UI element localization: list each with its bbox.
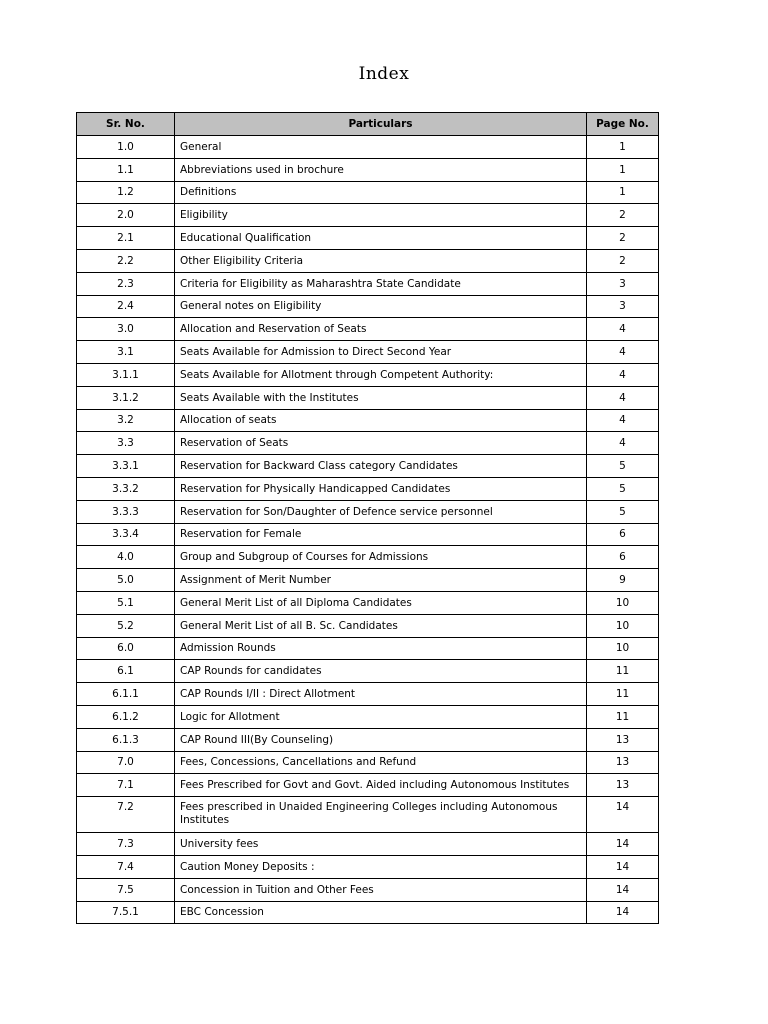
table-row (77, 158, 659, 181)
row-particulars: Seats Available with the Institutes (175, 386, 587, 409)
row-particulars: Educational Qualification (175, 227, 587, 250)
table-row (77, 683, 659, 706)
row-particulars: Concession in Tuition and Other Fees (175, 878, 587, 901)
row-page-no: 14 (587, 878, 659, 901)
row-page-no: 5 (587, 455, 659, 478)
row-particulars: University fees (175, 833, 587, 856)
row-particulars: Reservation of Seats (175, 432, 587, 455)
row-sr-no: 2.1 (77, 227, 175, 250)
row-page-no: 13 (587, 728, 659, 751)
row-sr-no: 6.0 (77, 637, 175, 660)
row-page-no: 5 (587, 477, 659, 500)
row-sr-no: 7.5.1 (77, 901, 175, 924)
row-particulars: General notes on Eligibility (175, 295, 587, 318)
row-sr-no: 7.3 (77, 833, 175, 856)
row-sr-no: 3.0 (77, 318, 175, 341)
table-row (77, 249, 659, 272)
table-row (77, 455, 659, 478)
row-particulars: Fees Prescribed for Govt and Govt. Aided including Autonomous Institutes (175, 774, 587, 797)
table-row (77, 751, 659, 774)
row-page-no: 11 (587, 660, 659, 683)
table-row (77, 227, 659, 250)
table-row (77, 660, 659, 683)
row-page-no: 4 (587, 386, 659, 409)
row-sr-no: 7.4 (77, 855, 175, 878)
table-header-row (77, 113, 659, 136)
row-page-no: 10 (587, 614, 659, 637)
table-row (77, 705, 659, 728)
table-row (77, 614, 659, 637)
row-page-no: 1 (587, 181, 659, 204)
row-page-no: 11 (587, 683, 659, 706)
row-sr-no: 6.1 (77, 660, 175, 683)
table-row (77, 833, 659, 856)
table-row (77, 272, 659, 295)
table-row (77, 432, 659, 455)
row-page-no: 14 (587, 901, 659, 924)
row-page-no: 6 (587, 546, 659, 569)
row-page-no: 11 (587, 705, 659, 728)
row-particulars: Reservation for Physically Handicapped Candidates (175, 477, 587, 500)
row-particulars: Fees, Concessions, Cancellations and Refund (175, 751, 587, 774)
row-sr-no: 6.1.3 (77, 728, 175, 751)
row-page-no: 13 (587, 774, 659, 797)
row-particulars: Caution Money Deposits : (175, 855, 587, 878)
table-row (77, 204, 659, 227)
row-sr-no: 3.1 (77, 341, 175, 364)
row-sr-no: 5.2 (77, 614, 175, 637)
index-table (76, 112, 659, 924)
table-row (77, 477, 659, 500)
row-page-no: 4 (587, 432, 659, 455)
row-sr-no: 1.0 (77, 136, 175, 159)
table-row (77, 318, 659, 341)
row-sr-no: 3.1.2 (77, 386, 175, 409)
row-page-no: 3 (587, 295, 659, 318)
row-page-no: 2 (587, 204, 659, 227)
row-sr-no: 2.2 (77, 249, 175, 272)
row-sr-no: 1.1 (77, 158, 175, 181)
row-sr-no: 6.1.1 (77, 683, 175, 706)
table-row (77, 363, 659, 386)
row-particulars: Fees prescribed in Unaided Engineering Colleges including Autonomous Institutes (175, 797, 587, 833)
row-sr-no: 3.3.3 (77, 500, 175, 523)
row-particulars: Reservation for Son/Daughter of Defence service personnel (175, 500, 587, 523)
row-sr-no: 7.1 (77, 774, 175, 797)
row-particulars: Eligibility (175, 204, 587, 227)
row-sr-no: 6.1.2 (77, 705, 175, 728)
row-sr-no: 7.5 (77, 878, 175, 901)
row-particulars: Reservation for Backward Class category Candidates (175, 455, 587, 478)
table-row (77, 409, 659, 432)
row-page-no: 13 (587, 751, 659, 774)
table-row (77, 136, 659, 159)
table-row (77, 855, 659, 878)
row-page-no: 4 (587, 318, 659, 341)
row-page-no: 10 (587, 591, 659, 614)
row-sr-no: 5.0 (77, 569, 175, 592)
row-particulars: EBC Concession (175, 901, 587, 924)
table-row (77, 774, 659, 797)
column-header-page-no: Page No. (587, 113, 659, 136)
row-particulars: Logic for Allotment (175, 705, 587, 728)
column-header-sr-no: Sr. No. (77, 113, 175, 136)
row-page-no: 1 (587, 136, 659, 159)
row-page-no: 4 (587, 409, 659, 432)
row-page-no: 5 (587, 500, 659, 523)
table-row (77, 546, 659, 569)
table-row (77, 341, 659, 364)
row-particulars: CAP Rounds for candidates (175, 660, 587, 683)
table-row (77, 523, 659, 546)
table-row (77, 181, 659, 204)
row-sr-no: 2.0 (77, 204, 175, 227)
row-sr-no: 5.1 (77, 591, 175, 614)
row-particulars: Group and Subgroup of Courses for Admissions (175, 546, 587, 569)
row-particulars: Admission Rounds (175, 637, 587, 660)
row-sr-no: 3.3.2 (77, 477, 175, 500)
row-sr-no: 3.3 (77, 432, 175, 455)
row-particulars: Abbreviations used in brochure (175, 158, 587, 181)
table-row (77, 569, 659, 592)
row-sr-no: 3.3.1 (77, 455, 175, 478)
row-page-no: 10 (587, 637, 659, 660)
table-row (77, 637, 659, 660)
row-particulars: Other Eligibility Criteria (175, 249, 587, 272)
row-sr-no: 3.2 (77, 409, 175, 432)
row-particulars: Allocation of seats (175, 409, 587, 432)
row-page-no: 9 (587, 569, 659, 592)
row-page-no: 6 (587, 523, 659, 546)
table-row (77, 295, 659, 318)
row-particulars: Assignment of Merit Number (175, 569, 587, 592)
row-sr-no: 1.2 (77, 181, 175, 204)
row-sr-no: 7.0 (77, 751, 175, 774)
row-page-no: 4 (587, 363, 659, 386)
row-page-no: 1 (587, 158, 659, 181)
row-sr-no: 4.0 (77, 546, 175, 569)
row-particulars: Seats Available for Admission to Direct Second Year (175, 341, 587, 364)
row-sr-no: 7.2 (77, 797, 175, 833)
row-particulars: CAP Round III(By Counseling) (175, 728, 587, 751)
row-particulars: Definitions (175, 181, 587, 204)
row-particulars: Seats Available for Allotment through Competent Authority: (175, 363, 587, 386)
table-row (77, 591, 659, 614)
row-sr-no: 3.1.1 (77, 363, 175, 386)
table-row (77, 797, 659, 833)
row-page-no: 14 (587, 855, 659, 878)
row-particulars: CAP Rounds I/II : Direct Allotment (175, 683, 587, 706)
row-page-no: 3 (587, 272, 659, 295)
row-page-no: 2 (587, 249, 659, 272)
row-sr-no: 2.4 (77, 295, 175, 318)
table-row (77, 901, 659, 924)
row-particulars: General Merit List of all B. Sc. Candidates (175, 614, 587, 637)
table-row (77, 500, 659, 523)
row-page-no: 4 (587, 341, 659, 364)
row-page-no: 14 (587, 833, 659, 856)
row-particulars: Reservation for Female (175, 523, 587, 546)
row-particulars: Criteria for Eligibility as Maharashtra State Candidate (175, 272, 587, 295)
row-particulars: General (175, 136, 587, 159)
row-particulars: General Merit List of all Diploma Candidates (175, 591, 587, 614)
table-body (77, 136, 659, 924)
row-page-no: 2 (587, 227, 659, 250)
row-page-no: 14 (587, 797, 659, 833)
page-title: Index (358, 64, 410, 84)
column-header-particulars: Particulars (175, 113, 587, 136)
row-sr-no: 3.3.4 (77, 523, 175, 546)
row-sr-no: 2.3 (77, 272, 175, 295)
table-row (77, 386, 659, 409)
table-row (77, 878, 659, 901)
table-row (77, 728, 659, 751)
row-particulars: Allocation and Reservation of Seats (175, 318, 587, 341)
